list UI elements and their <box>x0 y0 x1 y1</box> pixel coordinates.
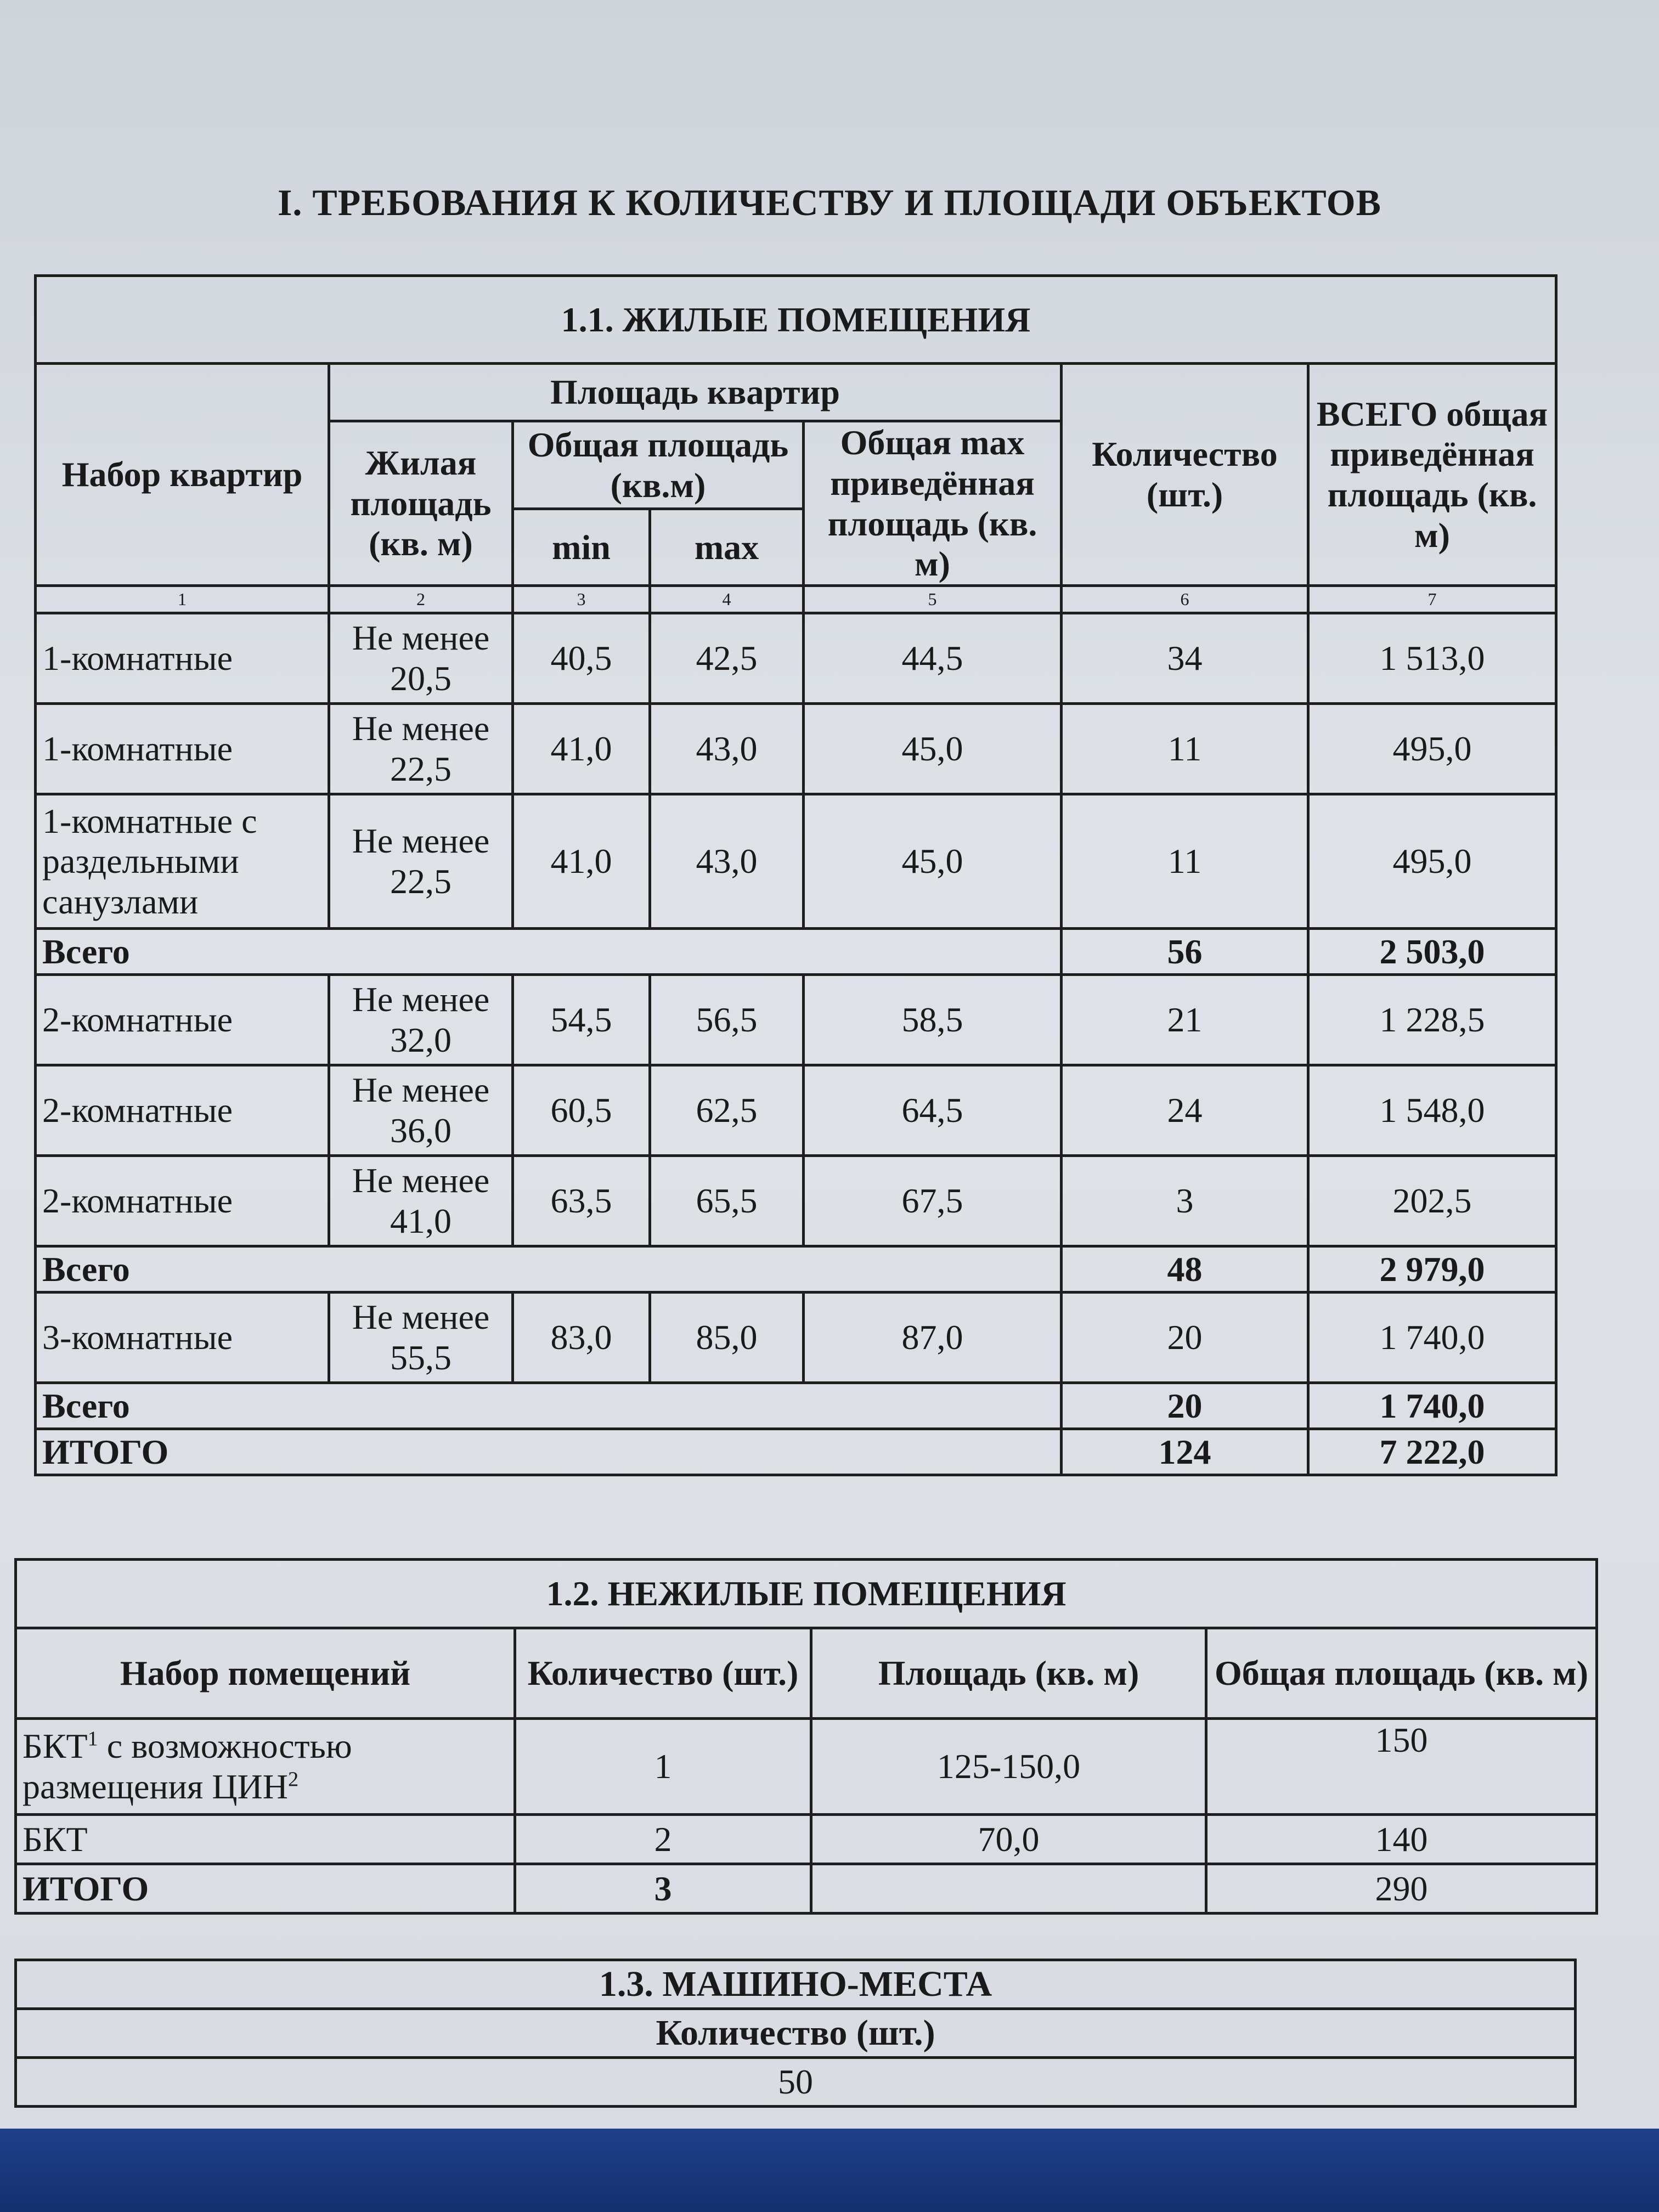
total-row <box>16 1864 1597 1914</box>
room-area: 70,0 <box>811 1815 1206 1864</box>
subtotal-label: ИТОГО <box>36 1429 1062 1475</box>
nonresidential-table <box>14 1558 1598 1915</box>
subtotal-count: 20 <box>1062 1383 1308 1429</box>
living-area: Не менее 20,5 <box>329 613 513 704</box>
header-reduced-max: Общая max приведённая площадь (кв. м) <box>804 421 1062 586</box>
table-row <box>36 975 1556 1065</box>
column-number: 1 <box>36 586 329 613</box>
residential-section-title: 1.1. ЖИЛЫЕ ПОМЕЩЕНИЯ <box>36 276 1556 364</box>
table-row <box>16 1719 1597 1815</box>
total-reduced-area: 1 548,0 <box>1308 1065 1556 1156</box>
reduced-max-area: 67,5 <box>804 1156 1062 1246</box>
header-living: Жилая площадь (кв. м) <box>329 421 513 586</box>
apartment-type: 1-комнатные <box>36 613 329 704</box>
apartment-type: 3-комнатные <box>36 1293 329 1383</box>
total-area-max: 56,5 <box>650 975 804 1065</box>
total-area-min: 60,5 <box>513 1065 650 1156</box>
header-count: Количество (шт.) <box>1062 364 1308 586</box>
subtotal-label: Всего <box>36 929 1062 975</box>
table-row <box>36 613 1556 704</box>
apartment-type: 2-комнатные <box>36 1065 329 1156</box>
column-number: 5 <box>804 586 1062 613</box>
subtotal-total: 2 979,0 <box>1308 1246 1556 1293</box>
subtotal-row <box>36 929 1556 975</box>
table-row <box>36 1293 1556 1383</box>
monitor-bezel <box>0 2129 1659 2212</box>
total-area-min: 63,5 <box>513 1156 650 1246</box>
total-area-max: 65,5 <box>650 1156 804 1246</box>
apartment-count: 11 <box>1062 794 1308 929</box>
apartment-count: 3 <box>1062 1156 1308 1246</box>
apartment-type: 2-комнатные <box>36 975 329 1065</box>
apartment-count: 21 <box>1062 975 1308 1065</box>
total-count: 3 <box>515 1864 811 1914</box>
room-count: 2 <box>515 1815 811 1864</box>
subtotal-row <box>36 1429 1556 1475</box>
total-area-min: 54,5 <box>513 975 650 1065</box>
room-total: 140 <box>1206 1815 1597 1864</box>
subtotal-label: Всего <box>36 1383 1062 1429</box>
total-total: 290 <box>1206 1864 1597 1914</box>
parking-count-label: Количество (шт.) <box>16 2009 1576 2058</box>
apartment-type: 1-комнатные с раздельными санузлами <box>36 794 329 929</box>
header-total-area: Общая площадь (кв.м) <box>513 421 804 509</box>
header-room-count: Количество (шт.) <box>515 1628 811 1719</box>
room-name: БКТ$^1$ с возможностью размещения ЦИН$^2$ <box>16 1719 515 1815</box>
total-reduced-area: 202,5 <box>1308 1156 1556 1246</box>
header-set: Набор квартир <box>36 364 329 586</box>
column-number: 3 <box>513 586 650 613</box>
total-area-min: 83,0 <box>513 1293 650 1383</box>
apartment-count: 20 <box>1062 1293 1308 1383</box>
header-area-group: Площадь квартир <box>329 364 1062 421</box>
subtotal-count: 56 <box>1062 929 1308 975</box>
reduced-max-area: 45,0 <box>804 794 1062 929</box>
apartment-count: 11 <box>1062 704 1308 794</box>
total-area-max: 85,0 <box>650 1293 804 1383</box>
table-row <box>36 1065 1556 1156</box>
living-area: Не менее 22,5 <box>329 704 513 794</box>
total-area-min: 41,0 <box>513 794 650 929</box>
reduced-max-area: 64,5 <box>804 1065 1062 1156</box>
parking-section-title: 1.3. МАШИНО-МЕСТА <box>16 1960 1576 2009</box>
reduced-max-area: 44,5 <box>804 613 1062 704</box>
subtotal-count: 124 <box>1062 1429 1308 1475</box>
table-row <box>36 704 1556 794</box>
total-label: ИТОГО <box>16 1864 515 1914</box>
header-max: max <box>650 509 804 586</box>
total-area-min: 41,0 <box>513 704 650 794</box>
subtotal-total: 7 222,0 <box>1308 1429 1556 1475</box>
page-title: I. ТРЕБОВАНИЯ К КОЛИЧЕСТВУ И ПЛОЩАДИ ОБЪЕКТОВ <box>277 182 1382 223</box>
living-area: Не менее 36,0 <box>329 1065 513 1156</box>
parking-table <box>14 1959 1577 2108</box>
room-total: 150 <box>1206 1719 1597 1815</box>
subtotal-total: 2 503,0 <box>1308 929 1556 975</box>
subtotal-row <box>36 1246 1556 1293</box>
total-area-max: 43,0 <box>650 704 804 794</box>
subtotal-label: Всего <box>36 1246 1062 1293</box>
column-numbers-row <box>36 586 1556 613</box>
residential-table <box>34 274 1558 1476</box>
header-min: min <box>513 509 650 586</box>
reduced-max-area: 58,5 <box>804 975 1062 1065</box>
total-reduced-area: 1 228,5 <box>1308 975 1556 1065</box>
total-area-min: 40,5 <box>513 613 650 704</box>
header-room-total-area: Общая площадь (кв. м) <box>1206 1628 1597 1719</box>
subtotal-count: 48 <box>1062 1246 1308 1293</box>
living-area: Не менее 41,0 <box>329 1156 513 1246</box>
reduced-max-area: 87,0 <box>804 1293 1062 1383</box>
total-area <box>811 1864 1206 1914</box>
column-number: 6 <box>1062 586 1308 613</box>
column-number: 7 <box>1308 586 1556 613</box>
total-reduced-area: 495,0 <box>1308 704 1556 794</box>
total-area-max: 43,0 <box>650 794 804 929</box>
apartment-type: 1-комнатные <box>36 704 329 794</box>
table-row <box>16 1815 1597 1864</box>
total-reduced-area: 495,0 <box>1308 794 1556 929</box>
apartment-count: 34 <box>1062 613 1308 704</box>
subtotal-row <box>36 1383 1556 1429</box>
column-number: 2 <box>329 586 513 613</box>
total-area-max: 42,5 <box>650 613 804 704</box>
table-row <box>36 1156 1556 1246</box>
room-name: БКТ <box>16 1815 515 1864</box>
living-area: Не менее 22,5 <box>329 794 513 929</box>
living-area: Не менее 32,0 <box>329 975 513 1065</box>
table-row <box>36 794 1556 929</box>
room-area: 125-150,0 <box>811 1719 1206 1815</box>
header-room-set: Набор помещений <box>16 1628 515 1719</box>
nonresidential-section-title: 1.2. НЕЖИЛЫЕ ПОМЕЩЕНИЯ <box>16 1560 1597 1628</box>
column-number: 4 <box>650 586 804 613</box>
apartment-type: 2-комнатные <box>36 1156 329 1246</box>
living-area: Не менее 55,5 <box>329 1293 513 1383</box>
subtotal-total: 1 740,0 <box>1308 1383 1556 1429</box>
room-count: 1 <box>515 1719 811 1815</box>
total-reduced-area: 1 513,0 <box>1308 613 1556 704</box>
total-reduced-area: 1 740,0 <box>1308 1293 1556 1383</box>
apartment-count: 24 <box>1062 1065 1308 1156</box>
header-room-area: Площадь (кв. м) <box>811 1628 1206 1719</box>
header-total-reduced: ВСЕГО общая приведённая площадь (кв. м) <box>1308 364 1556 586</box>
parking-count: 50 <box>16 2058 1576 2107</box>
reduced-max-area: 45,0 <box>804 704 1062 794</box>
total-area-max: 62,5 <box>650 1065 804 1156</box>
